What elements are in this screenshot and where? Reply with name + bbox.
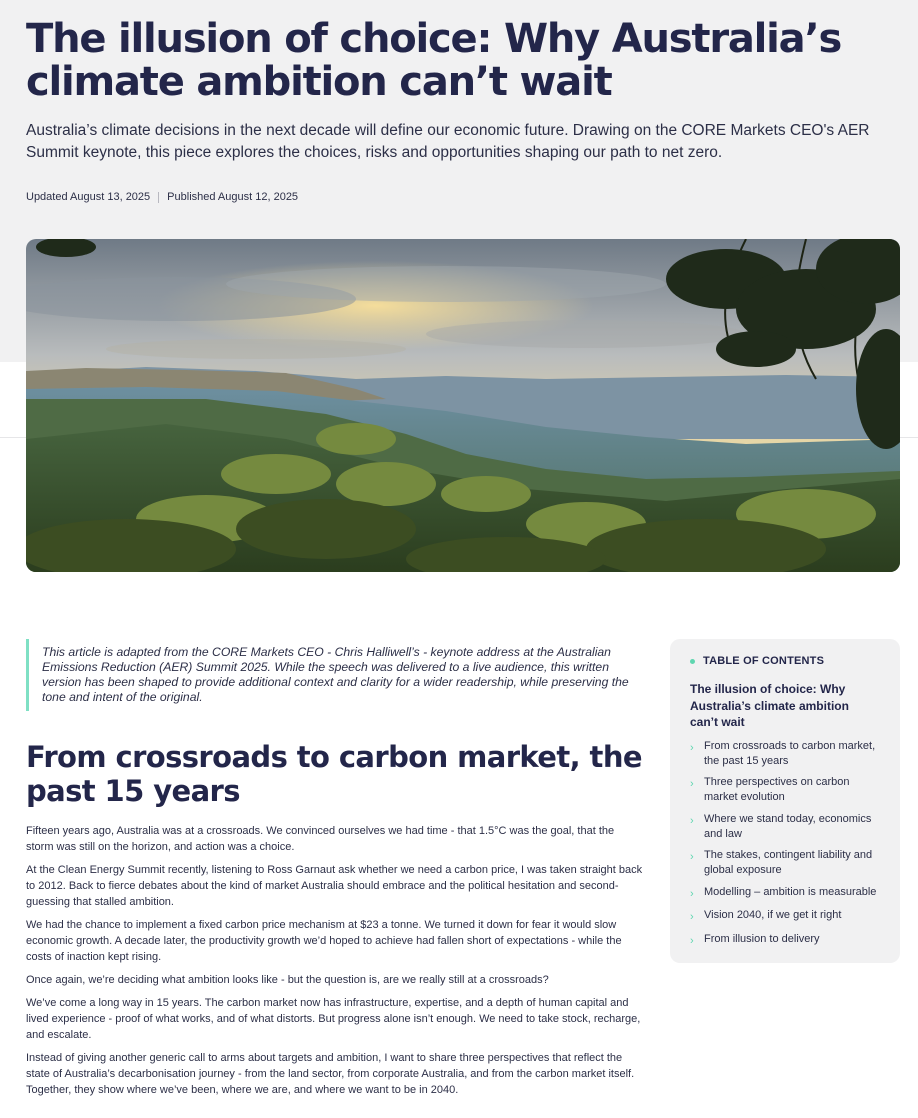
chevron-right-icon: › — [690, 814, 694, 827]
date-separator — [158, 192, 159, 203]
toc-item[interactable] — [690, 908, 880, 925]
table-of-contents — [670, 639, 900, 963]
toc-item[interactable] — [690, 885, 880, 902]
chevron-right-icon: › — [690, 851, 694, 863]
updated-date: Updated August 13, 2025 — [26, 191, 151, 203]
toc-item-label: Vision 2040, if we get it right — [704, 909, 842, 921]
toc-item-label: The stakes, contingent liability and global exposure — [704, 849, 873, 876]
chevron-right-icon: › — [690, 887, 694, 900]
body-paragraph: We had the chance to implement a fixed carbon price mechanism at $23 a tonne. We turned it down for fear it would slow economic growth. A decade later, the productivity growth we’d hoped to achieve had fallen short of expectations - while the costs of inaction kept rising. — [26, 919, 622, 963]
toc-current-title[interactable]: The illusion of choice: Why Australia’s climate ambition can’t wait — [690, 682, 849, 729]
chevron-right-icon: › — [690, 934, 694, 947]
article-body — [26, 823, 644, 1105]
body-paragraph: Instead of giving another generic call to arms about targets and ambition, I want to share three perspectives that reflect the state of Australia’s decarbonisation journey - from the land sector, from corporate Australia, and from the carbon market itself. Together, they show where we’ve been, where we are, and where we want to be in 2040. — [26, 1052, 635, 1096]
toc-item[interactable] — [690, 848, 880, 878]
intro-blockquote: This article is adapted from the CORE Markets CEO - Chris Halliwell’s - keynote address at the Australian Emissions Reduction (AER) Summit 2025. While the speech was delivered to a live audience, this written version has been shaped to provide additional context and clarity for a wider readership, while preserving the tone and intent of the original. — [26, 639, 640, 711]
body-paragraph: We’ve come a long way in 15 years. The carbon market now has infrastructure, expertise, and a depth of human capital and lived experience - proof of what works, and of what distorts. But progress alone isn’t enough. We need to take stock, recharge, and escalate. — [26, 997, 641, 1041]
toc-list — [690, 739, 880, 949]
chevron-right-icon: › — [690, 778, 694, 790]
toc-label: TABLE OF CONTENTS — [703, 655, 825, 667]
toc-item[interactable] — [690, 775, 880, 805]
section-heading: From crossroads to carbon market, the past 15 years — [26, 740, 642, 808]
published-date: Published August 12, 2025 — [167, 191, 299, 203]
body-paragraph: At the Clean Energy Summit recently, listening to Ross Garnaut ask whether we need a carbon price, I was taken straight back to 2012. Back to fierce debates about the kind of market Australia should embrace and the political hesitation and second-guessing that stalled ambition. — [26, 864, 643, 908]
chevron-right-icon: › — [690, 741, 694, 754]
toc-item[interactable] — [690, 932, 880, 949]
body-paragraph: Once again, we’re deciding what ambition looks like - but the question is, are we really still at a crossroads? — [26, 974, 549, 986]
toc-item-label: Where we stand today, economics and law — [704, 812, 872, 840]
toc-item[interactable] — [690, 812, 880, 842]
chevron-right-icon: › — [690, 911, 694, 923]
article-dates — [26, 191, 298, 203]
dot-icon — [690, 659, 695, 664]
article-subtitle: Australia’s climate decisions in the next decade will define our economic future. Drawing on the CORE Markets CEO's AER Summit keynote, this piece explores the choices, risks and opportunities shaping our path to net zero. — [26, 122, 870, 161]
toc-item-label: From illusion to delivery — [704, 932, 820, 945]
toc-item-label: Three perspectives on carbon market evolution — [704, 776, 850, 803]
toc-item-label: Modelling – ambition is measurable — [704, 885, 877, 898]
toc-item[interactable] — [690, 739, 880, 769]
article-title: The illusion of choice: Why Australia’s climate ambition can’t wait — [26, 16, 842, 105]
hero-landscape-image — [26, 239, 900, 572]
body-paragraph: Fifteen years ago, Australia was at a crossroads. We convinced ourselves we had time - that 1.5°C was the goal, that the storm was still on the horizon, and action was a choice. — [26, 825, 615, 853]
toc-item-label: From crossroads to carbon market, the past 15 years — [704, 739, 876, 767]
toc-header — [690, 655, 880, 667]
